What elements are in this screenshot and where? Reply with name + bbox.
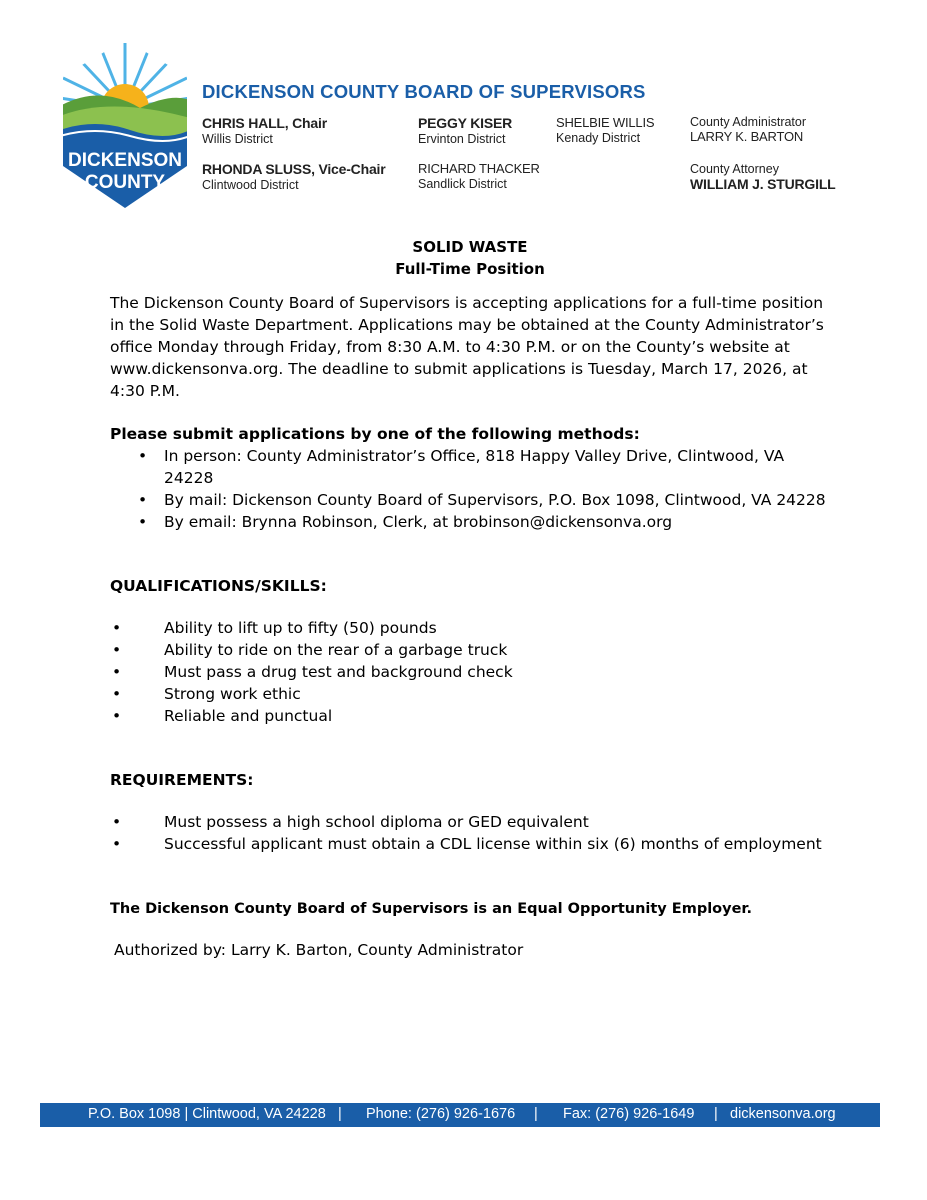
list-item: • By mail: Dickenson County Board of Supervisors, P.O. Box 1098, Clintwood, VA 24228 (138, 491, 826, 509)
logo-line1: DICKENSON (67, 150, 183, 171)
requirements-list (110, 811, 830, 855)
authorized-by: Authorized by: Larry K. Barton, County Administrator (114, 941, 524, 959)
list-item: • Reliable and punctual (112, 707, 333, 725)
member-district: Clintwood District (202, 178, 299, 192)
attorney-name: WILLIAM J. STURGILL (690, 176, 836, 192)
county-attorney (690, 161, 836, 192)
footer-website[interactable]: dickensonva.org (730, 1106, 836, 1122)
posting-subtitle: Full-Time Position (395, 260, 545, 278)
list-item: • Must possess a high school diploma or GED equivalent (112, 813, 589, 831)
member-name: SHELBIE WILLIS (556, 115, 655, 130)
equal-opportunity-statement: The Dickenson County Board of Supervisors is an Equal Opportunity Employer. (110, 901, 753, 917)
list-item: • Ability to lift up to fifty (50) pounds (112, 619, 437, 637)
methods-list (110, 445, 830, 533)
list-item: • In person: County Administrator’s Office, 818 Happy Valley Drive, Clintwood, VA 24228 (138, 447, 785, 487)
member-name: RICHARD THACKER (418, 161, 540, 176)
footer-phone: Phone: (276) 926-1676 (366, 1106, 516, 1122)
list-item: • Must pass a drug test and background check (112, 663, 513, 681)
member-richard-thacker (418, 161, 540, 191)
member-chris-hall (202, 115, 327, 146)
requirements-heading: REQUIREMENTS: (110, 771, 254, 789)
member-name: RHONDA SLUSS, Vice-Chair (202, 161, 386, 177)
member-shelbie-willis (556, 115, 654, 145)
member-name: CHRIS HALL, Chair (202, 115, 327, 131)
member-district: Kenady District (556, 131, 641, 145)
administrator-name: LARRY K. BARTON (690, 129, 804, 144)
footer-address: P.O. Box 1098 | Clintwood, VA 24228 (88, 1106, 326, 1122)
posting-intro: The Dickenson County Board of Supervisors is accepting applications for a full-time position in the Solid Waste Department. Applications may be obtained at the County Administrator’s office Monday through Friday, from 8:30 A.M. to 4:30 P.M. or on the County’s website at www.dickensonva.org. The deadline to submit applications is Tuesday, March 17, 2026, at 4:30 P.M. (110, 294, 824, 400)
list-item: • Strong work ethic (112, 685, 301, 703)
qualifications-heading: QUALIFICATIONS/SKILLS: (110, 577, 327, 595)
job-posting (110, 236, 830, 977)
logo-line2: COUNTY (84, 172, 166, 193)
list-item: • By email: Brynna Robinson, Clerk, at brobinson@dickensonva.org (138, 513, 673, 531)
qualifications-list (110, 617, 830, 727)
county-administrator (690, 114, 806, 144)
attorney-title: County Attorney (690, 162, 779, 176)
footer-fax: Fax: (276) 926-1649 (563, 1106, 695, 1122)
list-item: • Ability to ride on the rear of a garbage truck (112, 641, 508, 659)
footer-separator: | (714, 1106, 718, 1122)
footer-bar (40, 1103, 880, 1127)
methods-heading: Please submit applications by one of the following methods: (110, 425, 640, 443)
member-district: Sandlick District (418, 177, 507, 191)
posting-title: SOLID WASTE (412, 238, 528, 256)
member-rhonda-sluss (202, 161, 385, 192)
member-district: Ervinton District (418, 132, 506, 146)
county-logo (60, 38, 190, 210)
member-district: Willis District (202, 132, 273, 146)
footer-separator: | (338, 1106, 342, 1122)
administrator-title: County Administrator (690, 115, 807, 129)
org-title: DICKENSON COUNTY BOARD OF SUPERVISORS (202, 81, 646, 102)
member-name: PEGGY KISER (418, 115, 513, 131)
member-peggy-kiser (418, 115, 512, 146)
list-item: • Successful applicant must obtain a CDL license within six (6) months of employment (112, 835, 822, 853)
footer-separator: | (534, 1106, 538, 1122)
